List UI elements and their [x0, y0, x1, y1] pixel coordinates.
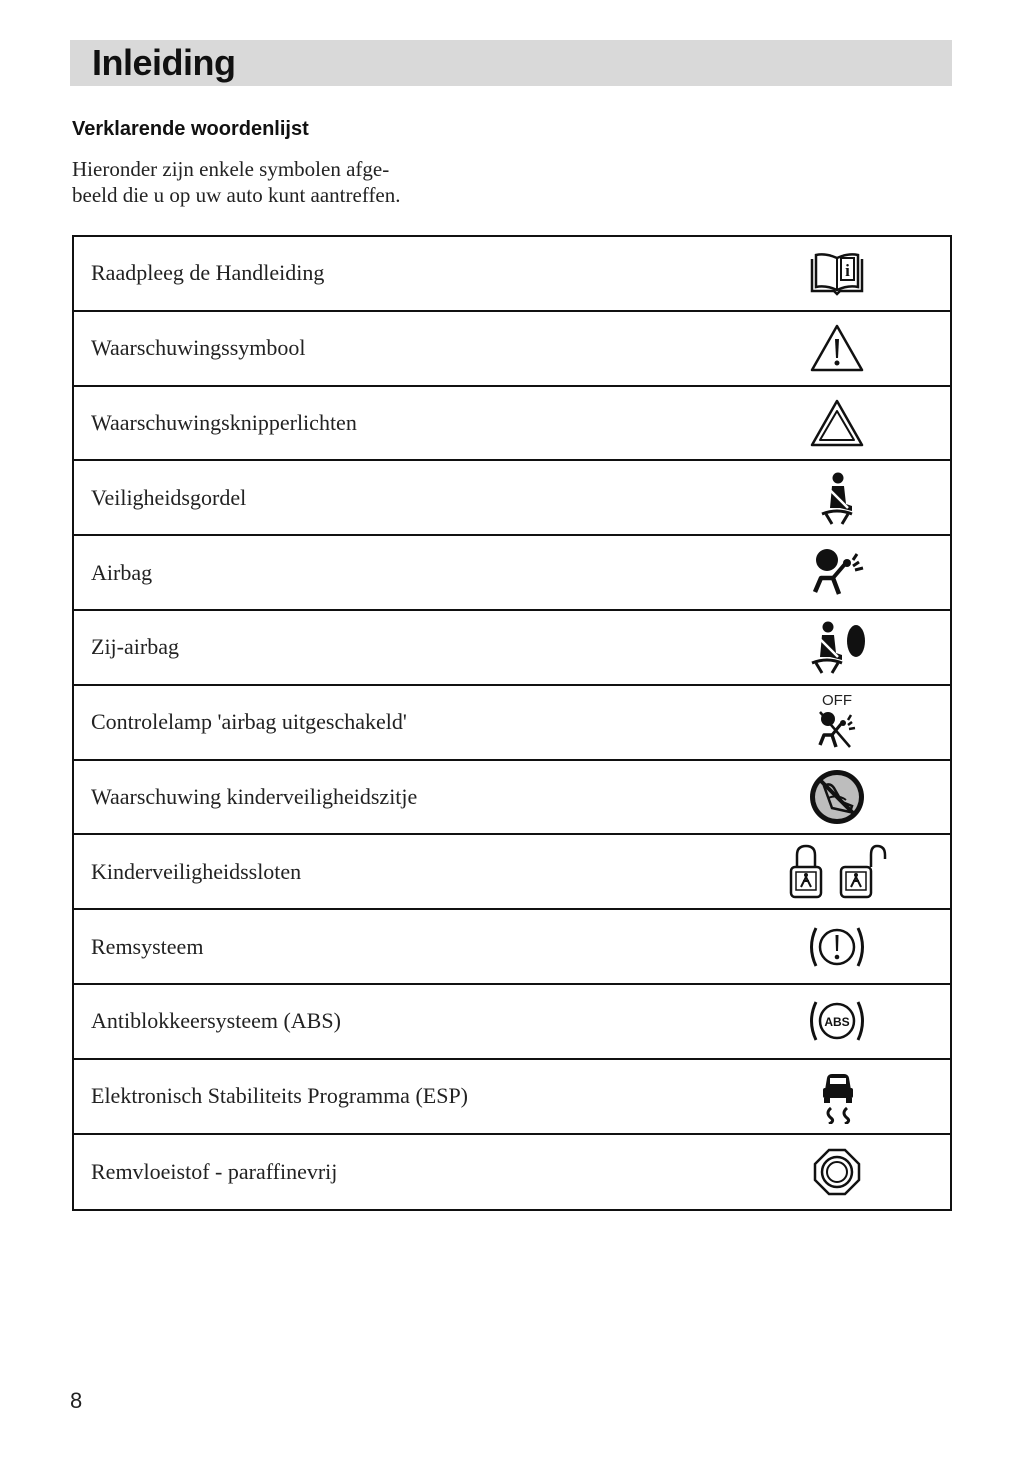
brake-system-icon: [802, 916, 872, 978]
glossary-row: [74, 1135, 950, 1210]
glossary-row: [74, 387, 950, 462]
side-airbag-icon: [802, 616, 872, 678]
glossary-row: [74, 1060, 950, 1135]
glossary-row: [74, 237, 950, 312]
glossary-label: Raadpleeg de Handleiding: [91, 260, 325, 286]
child-seat-warning-icon: [802, 766, 872, 828]
section-heading: Verklarende woordenlijst: [72, 118, 309, 140]
airbag-icon: [802, 542, 872, 604]
glossary-label: Waarschuwingssymbool: [91, 335, 306, 361]
manual-icon: [802, 242, 872, 304]
glossary-label: Remvloeistof - paraffinevrij: [91, 1158, 338, 1184]
glossary-row: [74, 611, 950, 686]
intro-text: [72, 156, 512, 208]
abs-text: ABS: [824, 1015, 850, 1030]
glossary-row: [74, 461, 950, 536]
glossary-label: Airbag: [91, 559, 153, 585]
airbag-off-text: OFF: [822, 692, 852, 710]
glossary-label: Antiblokkeersysteem (ABS): [91, 1008, 341, 1034]
glossary-label: Remsysteem: [91, 933, 204, 959]
glossary-label: Veiligheidsgordel: [91, 484, 247, 510]
chapter-title: Inleiding: [92, 42, 236, 83]
glossary-row: [74, 985, 950, 1060]
child-lock-icon: [784, 841, 894, 903]
seatbelt-icon: [802, 467, 872, 529]
glossary-label: Waarschuwing kinderveiligheidszitje: [91, 783, 418, 809]
glossary-label: Zij-airbag: [91, 634, 179, 660]
hazard-lights-icon: [802, 392, 872, 454]
glossary-label: Elektronisch Stabiliteits Programma (ESP): [91, 1083, 469, 1109]
glossary-row: [74, 686, 950, 761]
abs-icon: [802, 990, 872, 1052]
glossary-label: Controlelamp 'airbag uitgeschakeld': [91, 709, 407, 735]
glossary-row: [74, 910, 950, 985]
esp-icon: [802, 1065, 872, 1127]
warning-triangle-icon: [802, 317, 872, 379]
brake-fluid-icon: [802, 1141, 872, 1203]
glossary-label: Waarschuwingsknipperlichten: [91, 409, 357, 435]
glossary-row: [74, 761, 950, 836]
chapter-header: [70, 40, 952, 86]
glossary-row: [74, 835, 950, 910]
page-number: 8: [70, 1388, 83, 1413]
glossary-row: [74, 536, 950, 611]
intro-line: beeld die u op uw auto kunt aantreffen.: [72, 183, 401, 207]
glossary-label: Kinderveiligheidssloten: [91, 858, 302, 884]
airbag-off-icon: [802, 691, 872, 753]
glossary-row: [74, 312, 950, 387]
symbol-glossary-table: [72, 235, 952, 1211]
intro-line: Hieronder zijn enkele symbolen afge-: [72, 157, 390, 181]
svg-text:i: i: [845, 261, 850, 281]
